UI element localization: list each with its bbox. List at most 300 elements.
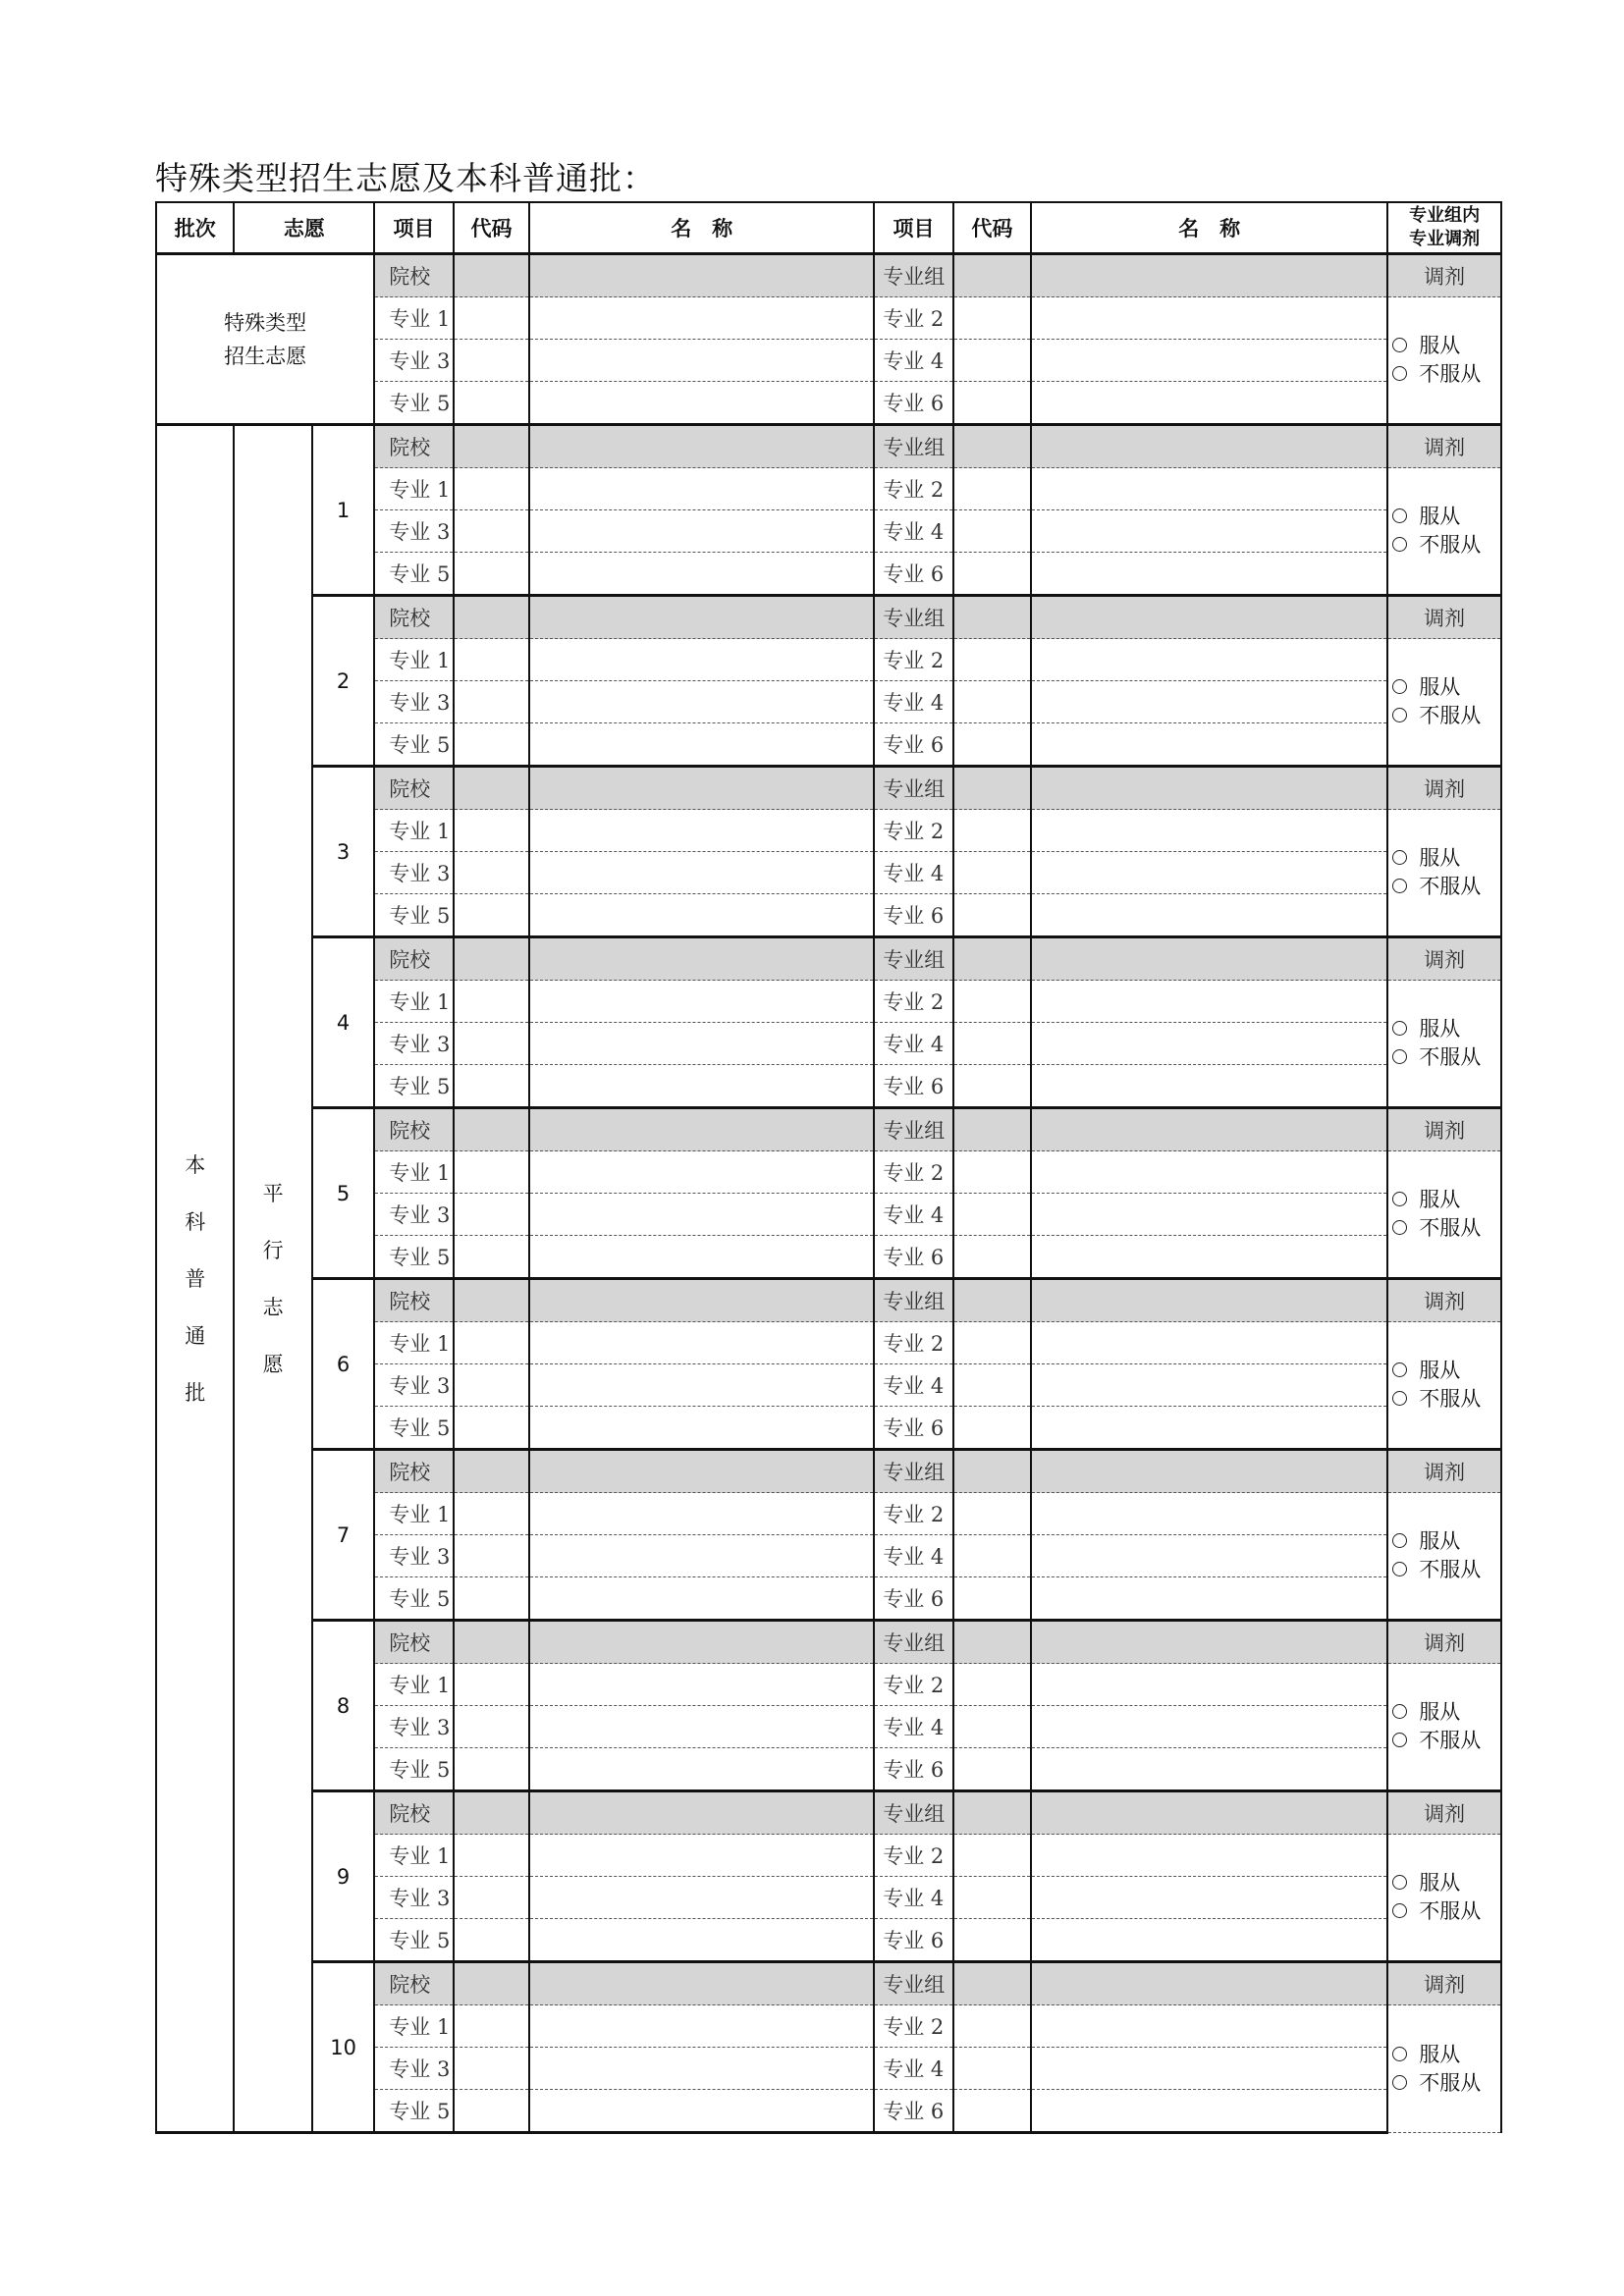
major-code-field-input[interactable] (954, 1023, 1030, 1064)
major-name-field-input[interactable] (1032, 1835, 1386, 1876)
group-name-input[interactable] (1032, 426, 1386, 467)
major-name-field[interactable] (529, 639, 874, 681)
major-name-field-input[interactable] (1032, 468, 1386, 509)
major-name-field-input[interactable] (530, 1877, 873, 1918)
major-code-field-input[interactable] (954, 981, 1030, 1022)
major-code-field[interactable] (454, 1151, 529, 1194)
major-name-field[interactable] (1031, 2005, 1387, 2048)
group-code-input[interactable] (954, 1280, 1030, 1321)
major-code-field[interactable] (953, 1919, 1031, 1962)
major-code-field[interactable] (454, 340, 529, 382)
major-code-field[interactable] (953, 1322, 1031, 1364)
major-code-field-input[interactable] (954, 382, 1030, 423)
group-code-input[interactable] (954, 1622, 1030, 1663)
major-name-field[interactable] (529, 1236, 874, 1279)
radio-circle-icon[interactable] (1392, 879, 1407, 893)
major-code-field-input[interactable] (954, 1919, 1030, 1960)
major-name-field[interactable] (529, 852, 874, 894)
major-name-field[interactable] (529, 1364, 874, 1407)
group-code-field[interactable] (953, 1962, 1031, 2005)
major-code-field[interactable] (454, 1065, 529, 1108)
not-obey-option[interactable] (1392, 1385, 1500, 1414)
major-code-field-input[interactable] (954, 810, 1030, 851)
major-code-field-input[interactable] (954, 1835, 1030, 1876)
major-name-field[interactable] (529, 1748, 874, 1791)
school-code-input[interactable] (455, 255, 528, 296)
school-code-field[interactable] (454, 1450, 529, 1493)
major-name-field[interactable] (1031, 894, 1387, 937)
school-code-input[interactable] (455, 1109, 528, 1150)
major-name-field-input[interactable] (1032, 1364, 1386, 1406)
school-name-input[interactable] (530, 426, 873, 467)
school-name-field[interactable] (529, 1108, 874, 1151)
major-name-field-input[interactable] (1032, 1706, 1386, 1747)
major-name-field[interactable] (529, 297, 874, 340)
major-code-field[interactable] (454, 2005, 529, 2048)
radio-circle-icon[interactable] (1392, 1562, 1407, 1576)
major-name-field[interactable] (529, 894, 874, 937)
major-code-field[interactable] (454, 1577, 529, 1621)
radio-circle-icon[interactable] (1392, 1021, 1407, 1036)
major-name-field-input[interactable] (1032, 1493, 1386, 1534)
major-name-field[interactable] (1031, 2090, 1387, 2133)
major-code-field-input[interactable] (954, 723, 1030, 765)
major-name-field[interactable] (1031, 1151, 1387, 1194)
major-name-field[interactable] (1031, 553, 1387, 596)
major-code-field[interactable] (454, 1364, 529, 1407)
not-obey-option[interactable] (1392, 360, 1500, 389)
radio-circle-icon[interactable] (1392, 708, 1407, 722)
major-name-field[interactable] (1031, 1877, 1387, 1919)
major-code-field-input[interactable] (954, 1748, 1030, 1789)
group-code-input[interactable] (954, 426, 1030, 467)
group-code-input[interactable] (954, 255, 1030, 296)
major-code-field[interactable] (953, 1748, 1031, 1791)
school-code-input[interactable] (455, 1622, 528, 1663)
school-code-input[interactable] (455, 1963, 528, 2004)
major-code-field-input[interactable] (455, 1407, 528, 1448)
major-code-field-input[interactable] (455, 1364, 528, 1406)
major-code-field-input[interactable] (954, 510, 1030, 552)
major-code-field-input[interactable] (455, 1023, 528, 1064)
school-name-field[interactable] (529, 1279, 874, 1322)
major-code-field[interactable] (953, 1407, 1031, 1450)
not-obey-option[interactable] (1392, 531, 1500, 560)
school-name-field[interactable] (529, 767, 874, 810)
group-name-field[interactable] (1031, 1962, 1387, 2005)
major-name-field[interactable] (1031, 1706, 1387, 1748)
radio-circle-icon[interactable] (1392, 679, 1407, 694)
major-code-field[interactable] (953, 1877, 1031, 1919)
major-name-field[interactable] (529, 1535, 874, 1577)
major-name-field-input[interactable] (1032, 1407, 1386, 1448)
major-code-field[interactable] (953, 1236, 1031, 1279)
major-name-field[interactable] (1031, 639, 1387, 681)
major-name-field-input[interactable] (530, 1151, 873, 1193)
major-code-field[interactable] (454, 1748, 529, 1791)
group-code-field[interactable] (953, 1279, 1031, 1322)
major-code-field-input[interactable] (954, 553, 1030, 594)
obey-option[interactable] (1392, 1698, 1500, 1727)
major-name-field-input[interactable] (530, 2090, 873, 2131)
group-code-field[interactable] (953, 1621, 1031, 1664)
major-code-field-input[interactable] (954, 1407, 1030, 1448)
major-code-field[interactable] (953, 297, 1031, 340)
major-code-field-input[interactable] (954, 468, 1030, 509)
major-name-field-input[interactable] (530, 852, 873, 893)
major-code-field[interactable] (454, 1322, 529, 1364)
major-name-field-input[interactable] (1032, 810, 1386, 851)
major-name-field-input[interactable] (1032, 2090, 1386, 2131)
major-name-field[interactable] (529, 1194, 874, 1236)
major-name-field-input[interactable] (530, 382, 873, 423)
major-code-field[interactable] (454, 1407, 529, 1450)
major-code-field-input[interactable] (954, 1151, 1030, 1193)
major-code-field-input[interactable] (455, 1236, 528, 1277)
major-code-field-input[interactable] (954, 1664, 1030, 1705)
group-code-field[interactable] (953, 425, 1031, 468)
major-name-field[interactable] (1031, 1322, 1387, 1364)
major-name-field-input[interactable] (1032, 510, 1386, 552)
major-name-field[interactable] (1031, 297, 1387, 340)
major-name-field[interactable] (529, 340, 874, 382)
major-name-field-input[interactable] (1032, 1748, 1386, 1789)
major-name-field[interactable] (529, 2048, 874, 2090)
major-code-field-input[interactable] (455, 1919, 528, 1960)
major-code-field-input[interactable] (455, 2090, 528, 2131)
school-name-field[interactable] (529, 937, 874, 981)
radio-circle-icon[interactable] (1392, 1362, 1407, 1377)
school-name-field[interactable] (529, 1450, 874, 1493)
major-code-field-input[interactable] (455, 1322, 528, 1363)
major-code-field[interactable] (454, 1023, 529, 1065)
radio-circle-icon[interactable] (1392, 2075, 1407, 2090)
major-name-field-input[interactable] (530, 1322, 873, 1363)
major-name-field-input[interactable] (530, 639, 873, 680)
school-code-input[interactable] (455, 938, 528, 980)
group-name-input[interactable] (1032, 1451, 1386, 1492)
major-name-field-input[interactable] (530, 981, 873, 1022)
school-name-input[interactable] (530, 597, 873, 638)
group-code-input[interactable] (954, 597, 1030, 638)
major-code-field-input[interactable] (455, 1493, 528, 1534)
major-code-field-input[interactable] (954, 1364, 1030, 1406)
major-code-field-input[interactable] (455, 2005, 528, 2047)
group-name-input[interactable] (1032, 1109, 1386, 1150)
group-name-input[interactable] (1032, 1280, 1386, 1321)
major-code-field[interactable] (953, 1835, 1031, 1877)
major-code-field-input[interactable] (455, 981, 528, 1022)
major-code-field[interactable] (454, 810, 529, 852)
group-name-input[interactable] (1032, 255, 1386, 296)
group-code-input[interactable] (954, 1109, 1030, 1150)
major-code-field[interactable] (454, 981, 529, 1023)
group-code-field[interactable] (953, 937, 1031, 981)
major-code-field[interactable] (454, 382, 529, 425)
major-name-field-input[interactable] (530, 468, 873, 509)
group-code-field[interactable] (953, 1791, 1031, 1835)
school-name-field[interactable] (529, 1791, 874, 1835)
major-name-field-input[interactable] (530, 510, 873, 552)
group-code-input[interactable] (954, 938, 1030, 980)
major-code-field[interactable] (953, 1706, 1031, 1748)
radio-circle-icon[interactable] (1392, 1875, 1407, 1890)
school-name-input[interactable] (530, 768, 873, 809)
radio-circle-icon[interactable] (1392, 366, 1407, 381)
major-name-field-input[interactable] (1032, 981, 1386, 1022)
group-name-field[interactable] (1031, 254, 1387, 297)
major-name-field[interactable] (529, 723, 874, 767)
major-code-field[interactable] (454, 2090, 529, 2133)
major-name-field[interactable] (529, 1577, 874, 1621)
radio-circle-icon[interactable] (1392, 1192, 1407, 1206)
radio-circle-icon[interactable] (1392, 1220, 1407, 1235)
major-code-field-input[interactable] (954, 852, 1030, 893)
major-name-field-input[interactable] (530, 553, 873, 594)
major-name-field-input[interactable] (530, 1535, 873, 1576)
major-code-field[interactable] (454, 1877, 529, 1919)
radio-circle-icon[interactable] (1392, 1733, 1407, 1747)
obey-option[interactable] (1392, 673, 1500, 702)
major-name-field-input[interactable] (1032, 340, 1386, 381)
major-code-field[interactable] (454, 468, 529, 510)
major-name-field[interactable] (529, 681, 874, 723)
group-code-field[interactable] (953, 1108, 1031, 1151)
major-name-field-input[interactable] (1032, 1919, 1386, 1960)
group-name-input[interactable] (1032, 597, 1386, 638)
major-code-field-input[interactable] (455, 1706, 528, 1747)
obey-option[interactable] (1392, 503, 1500, 531)
major-code-field[interactable] (953, 2090, 1031, 2133)
major-name-field-input[interactable] (1032, 1023, 1386, 1064)
group-name-input[interactable] (1032, 768, 1386, 809)
major-code-field[interactable] (953, 810, 1031, 852)
major-name-field-input[interactable] (530, 1194, 873, 1235)
not-obey-option[interactable] (1392, 1556, 1500, 1584)
major-name-field[interactable] (1031, 1748, 1387, 1791)
school-code-field[interactable] (454, 1108, 529, 1151)
school-name-input[interactable] (530, 1792, 873, 1834)
major-name-field[interactable] (1031, 340, 1387, 382)
school-code-input[interactable] (455, 597, 528, 638)
school-name-input[interactable] (530, 1963, 873, 2004)
major-code-field[interactable] (953, 1151, 1031, 1194)
major-code-field[interactable] (953, 340, 1031, 382)
not-obey-option[interactable] (1392, 873, 1500, 901)
radio-circle-icon[interactable] (1392, 537, 1407, 552)
major-code-field[interactable] (454, 639, 529, 681)
group-name-field[interactable] (1031, 1279, 1387, 1322)
major-code-field-input[interactable] (954, 1236, 1030, 1277)
major-name-field[interactable] (1031, 1023, 1387, 1065)
major-code-field-input[interactable] (455, 297, 528, 339)
major-name-field-input[interactable] (1032, 1151, 1386, 1193)
school-name-field[interactable] (529, 1621, 874, 1664)
not-obey-option[interactable] (1392, 702, 1500, 730)
major-code-field-input[interactable] (455, 1835, 528, 1876)
group-name-field[interactable] (1031, 596, 1387, 639)
obey-option[interactable] (1392, 1186, 1500, 1214)
obey-option[interactable] (1392, 2041, 1500, 2069)
major-code-field[interactable] (454, 553, 529, 596)
obey-option[interactable] (1392, 332, 1500, 360)
major-code-field-input[interactable] (954, 1535, 1030, 1576)
not-obey-option[interactable] (1392, 1214, 1500, 1243)
major-code-field[interactable] (454, 2048, 529, 2090)
major-code-field[interactable] (953, 553, 1031, 596)
major-code-field-input[interactable] (455, 468, 528, 509)
major-name-field-input[interactable] (1032, 297, 1386, 339)
school-name-input[interactable] (530, 1622, 873, 1663)
major-name-field-input[interactable] (530, 1236, 873, 1277)
major-code-field[interactable] (953, 1065, 1031, 1108)
major-code-field-input[interactable] (455, 1748, 528, 1789)
obey-option[interactable] (1392, 1869, 1500, 1897)
major-code-field-input[interactable] (954, 2090, 1030, 2131)
major-name-field-input[interactable] (530, 1748, 873, 1789)
major-name-field[interactable] (529, 810, 874, 852)
not-obey-option[interactable] (1392, 1897, 1500, 1926)
major-code-field-input[interactable] (455, 852, 528, 893)
major-code-field-input[interactable] (455, 553, 528, 594)
school-code-field[interactable] (454, 254, 529, 297)
major-name-field-input[interactable] (530, 723, 873, 765)
major-code-field[interactable] (953, 510, 1031, 553)
major-code-field-input[interactable] (455, 639, 528, 680)
major-name-field[interactable] (1031, 1535, 1387, 1577)
school-code-input[interactable] (455, 1280, 528, 1321)
major-code-field[interactable] (454, 1835, 529, 1877)
major-code-field[interactable] (454, 681, 529, 723)
school-code-field[interactable] (454, 1621, 529, 1664)
major-name-field-input[interactable] (1032, 382, 1386, 423)
major-code-field-input[interactable] (954, 297, 1030, 339)
major-code-field-input[interactable] (954, 1577, 1030, 1619)
major-code-field-input[interactable] (455, 1535, 528, 1576)
major-name-field-input[interactable] (530, 1023, 873, 1064)
major-name-field-input[interactable] (530, 681, 873, 722)
radio-circle-icon[interactable] (1392, 850, 1407, 865)
major-code-field-input[interactable] (455, 1664, 528, 1705)
major-name-field-input[interactable] (530, 1407, 873, 1448)
major-name-field[interactable] (529, 382, 874, 425)
major-name-field-input[interactable] (530, 1364, 873, 1406)
major-code-field[interactable] (953, 852, 1031, 894)
radio-circle-icon[interactable] (1392, 1533, 1407, 1548)
major-name-field[interactable] (1031, 723, 1387, 767)
major-code-field-input[interactable] (455, 810, 528, 851)
school-code-field[interactable] (454, 596, 529, 639)
major-code-field-input[interactable] (954, 340, 1030, 381)
major-code-field[interactable] (953, 681, 1031, 723)
not-obey-option[interactable] (1392, 1727, 1500, 1755)
major-code-field-input[interactable] (954, 2005, 1030, 2047)
major-name-field-input[interactable] (530, 1919, 873, 1960)
school-code-input[interactable] (455, 1451, 528, 1492)
obey-option[interactable] (1392, 844, 1500, 873)
major-name-field[interactable] (1031, 1577, 1387, 1621)
major-name-field-input[interactable] (530, 1706, 873, 1747)
school-name-input[interactable] (530, 1451, 873, 1492)
group-code-field[interactable] (953, 596, 1031, 639)
major-name-field-input[interactable] (1032, 1877, 1386, 1918)
radio-circle-icon[interactable] (1392, 338, 1407, 352)
major-code-field[interactable] (953, 1364, 1031, 1407)
major-name-field-input[interactable] (1032, 681, 1386, 722)
obey-option[interactable] (1392, 1015, 1500, 1043)
major-code-field-input[interactable] (954, 1877, 1030, 1918)
major-name-field[interactable] (1031, 1194, 1387, 1236)
major-name-field-input[interactable] (1032, 1065, 1386, 1106)
major-name-field-input[interactable] (1032, 852, 1386, 893)
major-name-field-input[interactable] (530, 810, 873, 851)
group-code-field[interactable] (953, 1450, 1031, 1493)
major-name-field[interactable] (1031, 1835, 1387, 1877)
major-code-field[interactable] (454, 1706, 529, 1748)
major-name-field[interactable] (529, 1877, 874, 1919)
major-name-field[interactable] (529, 2005, 874, 2048)
major-name-field-input[interactable] (530, 894, 873, 935)
group-code-input[interactable] (954, 768, 1030, 809)
major-name-field-input[interactable] (1032, 639, 1386, 680)
major-name-field[interactable] (1031, 468, 1387, 510)
major-name-field[interactable] (529, 553, 874, 596)
radio-circle-icon[interactable] (1392, 1391, 1407, 1406)
major-code-field-input[interactable] (455, 681, 528, 722)
group-code-field[interactable] (953, 254, 1031, 297)
major-code-field[interactable] (454, 894, 529, 937)
group-name-input[interactable] (1032, 1622, 1386, 1663)
radio-circle-icon[interactable] (1392, 508, 1407, 523)
major-code-field[interactable] (953, 2048, 1031, 2090)
major-name-field-input[interactable] (1032, 1577, 1386, 1619)
major-code-field[interactable] (454, 297, 529, 340)
major-code-field-input[interactable] (455, 1877, 528, 1918)
major-code-field[interactable] (454, 510, 529, 553)
group-name-field[interactable] (1031, 1621, 1387, 1664)
major-name-field[interactable] (1031, 810, 1387, 852)
radio-circle-icon[interactable] (1392, 2047, 1407, 2061)
major-name-field-input[interactable] (530, 1577, 873, 1619)
school-name-field[interactable] (529, 596, 874, 639)
major-code-field-input[interactable] (954, 639, 1030, 680)
major-name-field-input[interactable] (530, 1065, 873, 1106)
major-name-field[interactable] (529, 1065, 874, 1108)
major-code-field[interactable] (454, 1493, 529, 1535)
group-name-field[interactable] (1031, 767, 1387, 810)
major-code-field-input[interactable] (954, 1065, 1030, 1106)
major-code-field-input[interactable] (954, 1322, 1030, 1363)
school-code-field[interactable] (454, 1962, 529, 2005)
major-name-field[interactable] (529, 1664, 874, 1706)
major-name-field[interactable] (1031, 852, 1387, 894)
school-code-field[interactable] (454, 425, 529, 468)
major-name-field[interactable] (529, 1835, 874, 1877)
major-name-field[interactable] (529, 1493, 874, 1535)
major-code-field[interactable] (953, 639, 1031, 681)
major-name-field[interactable] (1031, 2048, 1387, 2090)
major-name-field-input[interactable] (530, 1664, 873, 1705)
major-code-field[interactable] (454, 1919, 529, 1962)
major-code-field-input[interactable] (455, 723, 528, 765)
school-code-field[interactable] (454, 1791, 529, 1835)
group-name-field[interactable] (1031, 937, 1387, 981)
school-code-field[interactable] (454, 767, 529, 810)
major-name-field[interactable] (529, 1023, 874, 1065)
school-name-field[interactable] (529, 425, 874, 468)
group-code-input[interactable] (954, 1451, 1030, 1492)
school-name-field[interactable] (529, 1962, 874, 2005)
